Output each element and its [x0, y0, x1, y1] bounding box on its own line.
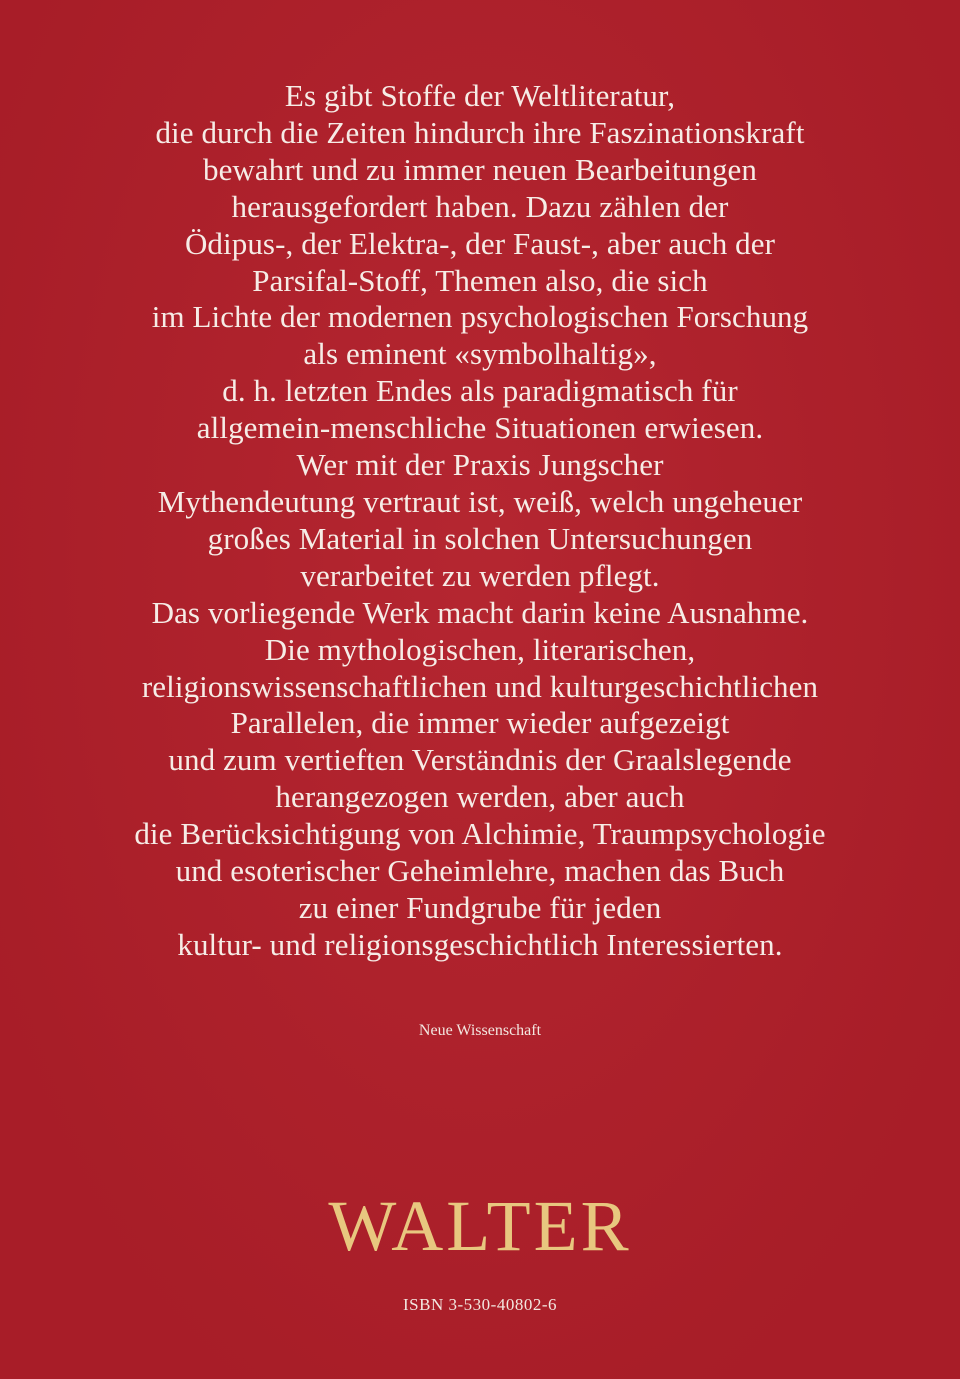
blurb-line: d. h. letzten Endes als paradigmatisch für — [222, 373, 738, 409]
series-name: Neue Wissenschaft — [418, 1022, 542, 1039]
blurb-line: Wer mit der Praxis Jungscher — [296, 447, 664, 483]
blurb-line: Die mythologischen, literarischen, — [264, 631, 696, 667]
blurb-line: die durch die Zeiten hindurch ihre Faszinationskraft — [155, 114, 805, 150]
isbn-number: ISBN 3-530-40802-6 — [403, 1295, 557, 1314]
blurb-line: großes Material in solchen Untersuchungen — [207, 520, 753, 556]
blurb-line: kultur- und religionsgeschichtlich Interessierten. — [177, 926, 783, 962]
blurb-line: und esoterischer Geheimlehre, machen das Buch — [175, 853, 785, 889]
blurb-line: herausgefordert haben. Dazu zählen der — [231, 188, 729, 224]
blurb-line: Parsifal-Stoff, Themen also, die sich — [252, 262, 708, 298]
blurb-line: Ödipus-, der Elektra-, der Faust-, aber auch der — [184, 225, 776, 261]
blurb-line: Parallelen, die immer wieder aufgezeigt — [230, 705, 730, 741]
publisher-logo: WALTER — [328, 1186, 632, 1266]
blurb-line: und zum vertieften Verständnis der Graalslegende — [168, 742, 792, 778]
blurb-line: Das vorliegende Werk macht darin keine Ausnahme. — [151, 594, 809, 630]
blurb-line: die Berücksichtigung von Alchimie, Traumpsychologie — [134, 816, 826, 852]
blurb-line: allgemein-menschliche Situationen erwiesen. — [196, 410, 764, 446]
blurb-line: herangezogen werden, aber auch — [275, 779, 685, 815]
blurb-line: bewahrt und zu immer neuen Bearbeitungen — [202, 151, 758, 187]
blurb-line: im Lichte der modernen psychologischen Forschung — [151, 299, 809, 335]
blurb-line: religionswissenschaftlichen und kulturgeschichtlichen — [141, 668, 819, 704]
cover-blurb — [0, 78, 960, 964]
blurb-line: als eminent «symbolhaltig», — [303, 336, 657, 372]
blurb-line: verarbeitet zu werden pflegt. — [300, 557, 660, 593]
blurb-line: zu einer Fundgrube für jeden — [298, 889, 662, 925]
blurb-line: Es gibt Stoffe der Weltliteratur, — [284, 78, 676, 113]
blurb-line: Mythendeutung vertraut ist, weiß, welch ungeheuer — [157, 483, 803, 519]
